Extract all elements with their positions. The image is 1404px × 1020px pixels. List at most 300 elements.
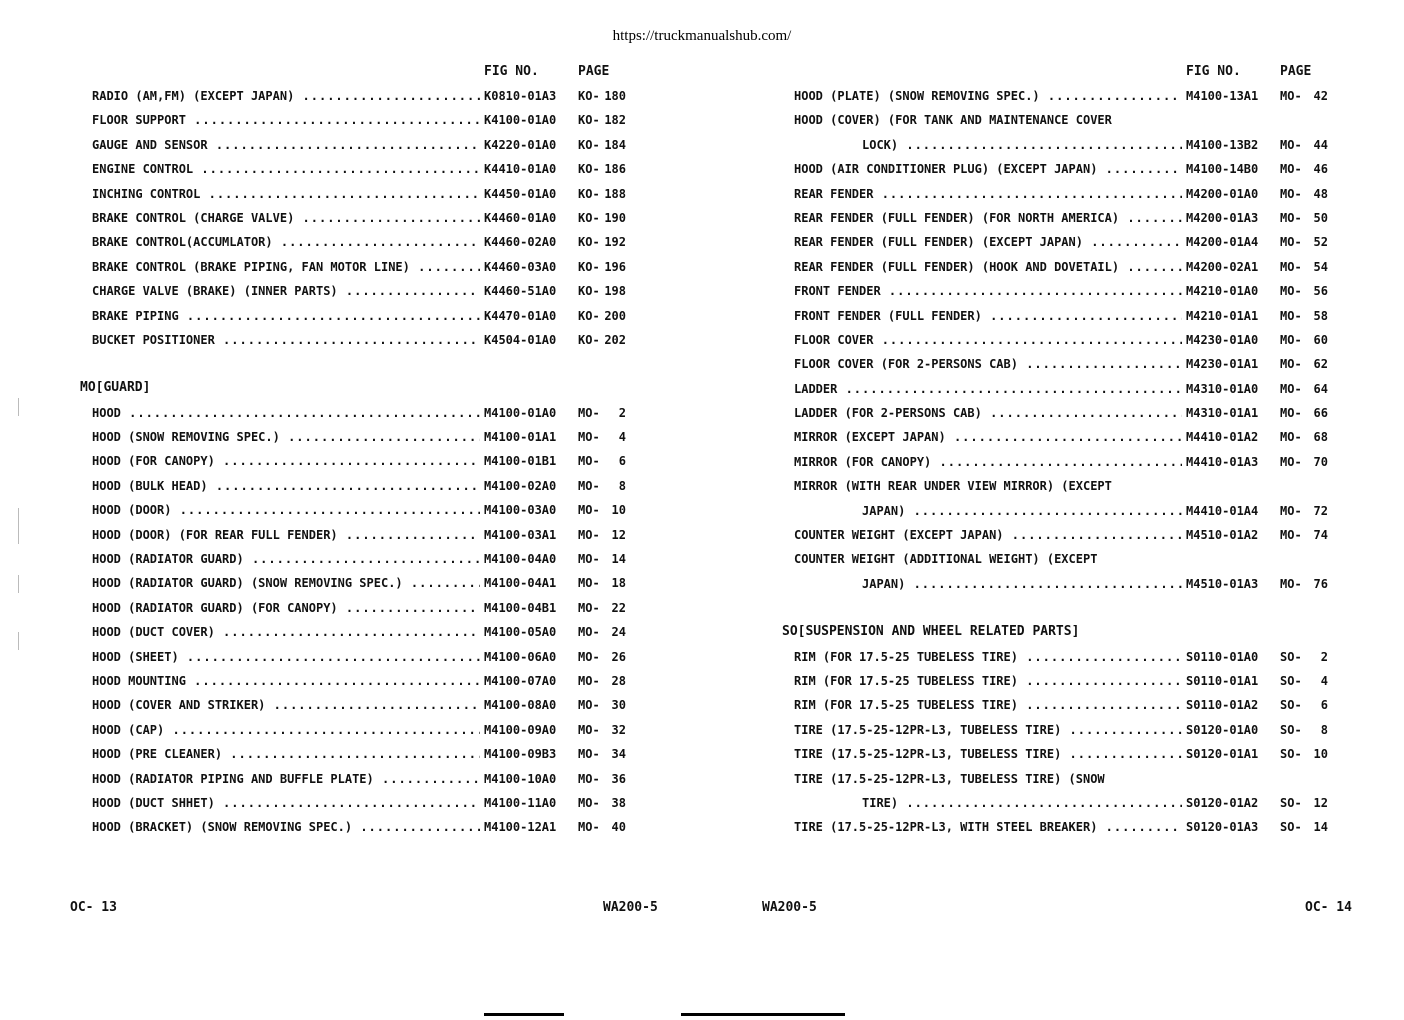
entry-description: REAR FENDER (FULL FENDER) (FOR NORTH AMERICA) .....	[794, 206, 1182, 230]
entry-description: JAPAN) .....	[862, 572, 1182, 596]
entry-page-number: 196	[604, 259, 626, 274]
entry-description: BRAKE CONTROL (BRAKE PIPING, FAN MOTOR LINE) .....	[92, 255, 480, 279]
entry-page-number: 6	[618, 454, 626, 469]
entry-page-number: 36	[611, 771, 626, 786]
entry-page-number: 56	[1313, 284, 1328, 299]
entry-fig-no: M4100-04B1	[484, 600, 557, 615]
entry-page-prefix: MO-	[578, 552, 600, 567]
entry-fig-no: M4410-01A4	[1186, 503, 1259, 518]
entry-page-number: 60	[1313, 332, 1328, 347]
entry-fig-no: M4100-07A0	[484, 673, 557, 688]
fig-no-header: FIG NO.	[484, 64, 539, 79]
mo-entries	[782, 84, 1342, 596]
entry-page-number: 12	[1313, 795, 1328, 810]
index-row	[782, 157, 1342, 181]
index-row	[80, 669, 640, 693]
entry-fig-no: K4460-02A0	[484, 235, 557, 250]
entry-fig-no: M4200-01A0	[1186, 186, 1259, 201]
entry-page-prefix: MO-	[578, 820, 600, 835]
entry-page-prefix: KO-	[578, 235, 600, 250]
entry-page-number: 186	[604, 162, 626, 177]
entry-page-number: 54	[1313, 259, 1328, 274]
entry-description: HOOD (CAP) .....	[92, 718, 480, 742]
entry-page-prefix: MO-	[578, 771, 600, 786]
entry-page-number: 188	[604, 186, 626, 201]
entry-fig-no: M4100-01A1	[484, 430, 557, 445]
index-row	[80, 304, 640, 328]
entry-page-prefix: MO-	[578, 722, 600, 737]
index-row	[782, 230, 1342, 254]
entry-page-number: 2	[618, 405, 626, 420]
entry-description: REAR FENDER (FULL FENDER) (HOOK AND DOVETAIL) .....	[794, 255, 1182, 279]
entry-page-number: 68	[1313, 430, 1328, 445]
entry-page-number: 14	[611, 552, 626, 567]
entry-fig-no: K4470-01A0	[484, 308, 557, 323]
entry-page-number: 44	[1313, 137, 1328, 152]
entry-page-prefix: SO-	[1280, 722, 1302, 737]
entry-description: JAPAN) .....	[862, 499, 1182, 523]
entry-fig-no: K4460-03A0	[484, 259, 557, 274]
scan-mark	[18, 575, 19, 593]
entry-description: HOOD (RADIATOR GUARD) (SNOW REMOVING SPEC.) .....	[92, 571, 480, 595]
entry-page-prefix: KO-	[578, 89, 600, 103]
entry-page-prefix: MO-	[578, 576, 600, 591]
entry-description: HOOD (COVER AND STRIKER) .....	[92, 693, 480, 717]
index-row	[80, 401, 640, 425]
index-row	[80, 474, 640, 498]
entry-page-prefix: SO-	[1280, 673, 1302, 688]
entry-page-number: 50	[1313, 210, 1328, 225]
entry-page-prefix: MO-	[1280, 430, 1302, 445]
index-row	[80, 523, 640, 547]
entry-page-number: 64	[1313, 381, 1328, 396]
scan-mark	[484, 1013, 564, 1016]
index-row	[782, 328, 1342, 352]
index-row	[782, 815, 1342, 839]
left-page-index	[80, 60, 640, 840]
entry-page-number: 12	[611, 527, 626, 542]
entry-description: RIM (FOR 17.5-25 TUBELESS TIRE) .....	[794, 693, 1182, 717]
entry-page-prefix: MO-	[1280, 259, 1302, 274]
entry-page-number: 18	[611, 576, 626, 591]
entry-page-number: 52	[1313, 235, 1328, 250]
index-row	[782, 377, 1342, 401]
entry-page-number: 200	[604, 308, 626, 323]
entry-description: BRAKE PIPING .....	[92, 304, 480, 328]
entry-page-prefix: KO-	[578, 113, 600, 128]
entry-page-prefix: MO-	[1280, 89, 1302, 103]
entry-page-prefix: MO-	[578, 673, 600, 688]
entry-page-prefix: KO-	[578, 162, 600, 177]
entry-page-prefix: KO-	[578, 259, 600, 274]
index-row	[782, 84, 1342, 108]
entry-fig-no: M4510-01A2	[1186, 528, 1259, 543]
entry-fig-no: M4100-03A0	[484, 503, 557, 518]
entry-fig-no: M4200-01A4	[1186, 235, 1259, 250]
header-url: https://truckmanualshub.com/	[612, 28, 792, 44]
entry-description: RIM (FOR 17.5-25 TUBELESS TIRE) .....	[794, 645, 1182, 669]
entry-page-number: 184	[604, 137, 626, 152]
entry-fig-no: M4310-01A0	[1186, 381, 1259, 396]
entry-fig-no: M4410-01A2	[1186, 430, 1259, 445]
entry-description: BRAKE CONTROL (CHARGE VALVE) .....	[92, 206, 480, 230]
entry-description: COUNTER WEIGHT (ADDITIONAL WEIGHT) (EXCEPT	[794, 552, 1098, 567]
scan-mark	[18, 632, 19, 650]
index-row	[80, 206, 640, 230]
entry-page-prefix: SO-	[1280, 820, 1302, 835]
entry-fig-no: K4410-01A0	[484, 162, 557, 177]
index-row	[782, 304, 1342, 328]
index-row	[80, 108, 640, 132]
entry-fig-no: M4100-13B2	[1186, 137, 1259, 152]
right-model-name: WA200-5	[762, 900, 817, 915]
entry-description: HOOD MOUNTING .....	[92, 669, 480, 693]
left-page-number: OC- 13	[70, 900, 117, 915]
entry-fig-no: K4100-01A0	[484, 113, 557, 128]
entry-description: HOOD (PLATE) (SNOW REMOVING SPEC.) .....	[794, 84, 1182, 108]
entry-description: HOOD (BRACKET) (SNOW REMOVING SPEC.) .....	[92, 815, 480, 839]
entry-page-prefix: SO-	[1280, 795, 1302, 810]
entry-page-prefix: MO-	[1280, 210, 1302, 225]
index-row	[782, 669, 1342, 693]
index-row	[80, 815, 640, 839]
index-row	[782, 572, 1342, 596]
entry-description: BRAKE CONTROL(ACCUMLATOR) .....	[92, 230, 480, 254]
index-row	[80, 425, 640, 449]
entry-page-number: 4	[618, 430, 626, 445]
index-row	[80, 547, 640, 571]
entry-page-number: 70	[1313, 454, 1328, 469]
entry-page-number: 6	[1320, 698, 1328, 713]
entry-description: CHARGE VALVE (BRAKE) (INNER PARTS) .....	[92, 279, 480, 303]
entry-fig-no: M4230-01A0	[1186, 332, 1259, 347]
index-row	[80, 230, 640, 254]
index-row	[80, 182, 640, 206]
index-row	[80, 742, 640, 766]
entry-description: MIRROR (EXCEPT JAPAN) .....	[794, 425, 1182, 449]
entry-description: LADDER .....	[794, 377, 1182, 401]
entry-page-number: 14	[1313, 820, 1328, 835]
entry-fig-no: M4100-04A1	[484, 576, 557, 591]
entry-page-prefix: MO-	[578, 405, 600, 420]
entry-fig-no: M4210-01A1	[1186, 308, 1259, 323]
entry-page-prefix: MO-	[1280, 235, 1302, 250]
entry-page-prefix: SO-	[1280, 747, 1302, 762]
entry-description: BUCKET POSITIONER .....	[92, 328, 480, 352]
entry-page-prefix: MO-	[1280, 284, 1302, 299]
entry-description: TIRE (17.5-25-12PR-L3, TUBELESS TIRE) .....	[794, 742, 1182, 766]
entry-description: REAR FENDER (FULL FENDER) (EXCEPT JAPAN) .....	[794, 230, 1182, 254]
entry-page-prefix: KO-	[578, 137, 600, 152]
entry-description: HOOD .....	[92, 401, 480, 425]
entry-description: HOOD (AIR CONDITIONER PLUG) (EXCEPT JAPAN) .....	[794, 157, 1182, 181]
entry-fig-no: M4410-01A3	[1186, 454, 1259, 469]
entry-fig-no: S0120-01A1	[1186, 747, 1259, 762]
entry-description: HOOD (DOOR) .....	[92, 498, 480, 522]
entry-page-prefix: MO-	[1280, 137, 1302, 152]
entry-description: HOOD (RADIATOR PIPING AND BUFFLE PLATE) .....	[92, 767, 480, 791]
entry-description: HOOD (DUCT COVER) .....	[92, 620, 480, 644]
entry-page-number: 72	[1313, 503, 1328, 518]
entry-description: RIM (FOR 17.5-25 TUBELESS TIRE) .....	[794, 669, 1182, 693]
index-row	[782, 547, 1342, 571]
entry-page-prefix: MO-	[1280, 162, 1302, 177]
entry-page-number: 192	[604, 235, 626, 250]
index-row	[782, 255, 1342, 279]
entry-fig-no: M4100-01A0	[484, 405, 557, 420]
entry-description: MIRROR (FOR CANOPY) .....	[794, 450, 1182, 474]
entry-description: RADIO (AM,FM) (EXCEPT JAPAN) .....	[92, 84, 480, 108]
index-row	[782, 474, 1342, 498]
entry-page-number: 8	[1320, 722, 1328, 737]
so-entries	[782, 645, 1342, 840]
index-row	[782, 645, 1342, 669]
fig-no-header: FIG NO.	[1186, 64, 1241, 79]
entry-page-prefix: MO-	[1280, 357, 1302, 372]
index-row	[782, 791, 1342, 815]
entry-page-number: 76	[1313, 576, 1328, 591]
entry-fig-no: M4100-09B3	[484, 747, 557, 762]
entry-description: LADDER (FOR 2-PERSONS CAB) .....	[794, 401, 1182, 425]
scan-mark	[18, 508, 19, 544]
entry-fig-no: K4450-01A0	[484, 186, 557, 201]
column-header	[782, 60, 1342, 84]
entry-fig-no: M4100-09A0	[484, 722, 557, 737]
entry-page-number: 62	[1313, 357, 1328, 372]
entry-description: HOOD (BULK HEAD) .....	[92, 474, 480, 498]
index-row	[782, 279, 1342, 303]
index-row	[782, 523, 1342, 547]
index-row	[80, 279, 640, 303]
entry-description: HOOD (RADIATOR GUARD) (FOR CANOPY) .....	[92, 596, 480, 620]
entry-page-prefix: KO-	[578, 308, 600, 323]
mo-entries	[80, 401, 640, 840]
entry-page-prefix: MO-	[578, 625, 600, 640]
left-model-name: WA200-5	[603, 900, 658, 915]
entry-page-prefix: MO-	[578, 649, 600, 664]
entry-description: ENGINE CONTROL .....	[92, 157, 480, 181]
entry-description: INCHING CONTROL .....	[92, 182, 480, 206]
entry-page-prefix: SO-	[1280, 698, 1302, 713]
index-row	[80, 791, 640, 815]
entry-fig-no: M4230-01A1	[1186, 357, 1259, 372]
index-row	[80, 767, 640, 791]
entry-fig-no: M4100-02A0	[484, 478, 557, 493]
entry-fig-no: S0110-01A1	[1186, 673, 1259, 688]
entry-fig-no: S0110-01A2	[1186, 698, 1259, 713]
entry-fig-no: M4310-01A1	[1186, 406, 1259, 421]
entry-fig-no: K4460-51A0	[484, 284, 557, 299]
entry-description: FRONT FENDER .....	[794, 279, 1182, 303]
column-header	[80, 60, 640, 84]
index-row	[80, 596, 640, 620]
entry-page-number: 10	[1313, 747, 1328, 762]
section-title-guard: MO[GUARD]	[80, 380, 151, 396]
entry-page-number: 38	[611, 795, 626, 810]
entry-description: HOOD (RADIATOR GUARD) .....	[92, 547, 480, 571]
entry-fig-no: S0120-01A0	[1186, 722, 1259, 737]
entry-fig-no: S0120-01A2	[1186, 795, 1259, 810]
right-page-index	[782, 60, 1342, 840]
entry-fig-no: M4200-02A1	[1186, 259, 1259, 274]
entry-page-prefix: MO-	[578, 454, 600, 469]
index-row	[80, 84, 640, 108]
entry-fig-no: M4100-13A1	[1186, 89, 1259, 103]
entry-page-prefix: MO-	[1280, 308, 1302, 323]
index-row	[80, 255, 640, 279]
entry-description: HOOD (PRE CLEANER) .....	[92, 742, 480, 766]
entry-page-prefix: MO-	[578, 795, 600, 810]
entry-page-prefix: MO-	[578, 430, 600, 445]
entry-fig-no: M4100-10A0	[484, 771, 557, 786]
entry-description: FLOOR SUPPORT .....	[92, 108, 480, 132]
entry-fig-no: S0120-01A3	[1186, 820, 1259, 835]
entry-fig-no: M4100-14B0	[1186, 162, 1259, 177]
entry-page-number: 24	[611, 625, 626, 640]
index-row	[782, 767, 1342, 791]
entry-description: REAR FENDER .....	[794, 182, 1182, 206]
entry-description: HOOD (DUCT SHHET) .....	[92, 791, 480, 815]
entry-page-number: 34	[611, 747, 626, 762]
index-row	[80, 571, 640, 595]
entry-page-number: 2	[1320, 649, 1328, 664]
entry-page-number: 22	[611, 600, 626, 615]
entry-fig-no: M4100-05A0	[484, 625, 557, 640]
index-row	[782, 450, 1342, 474]
scan-mark	[18, 398, 19, 416]
index-row	[80, 498, 640, 522]
index-row	[80, 133, 640, 157]
entry-page-number: 202	[604, 332, 626, 347]
entry-page-number: 40	[611, 820, 626, 835]
entry-page-number: 66	[1313, 406, 1328, 421]
index-row	[782, 108, 1342, 132]
entry-page-prefix: MO-	[1280, 381, 1302, 396]
entry-page-number: 30	[611, 698, 626, 713]
entry-fig-no: M4100-08A0	[484, 698, 557, 713]
entry-page-prefix: KO-	[578, 210, 600, 225]
entry-page-number: 182	[604, 113, 626, 128]
entry-page-prefix: MO-	[578, 527, 600, 542]
entry-page-number: 4	[1320, 673, 1328, 688]
entry-page-prefix: SO-	[1280, 649, 1302, 664]
index-row	[782, 352, 1342, 376]
entry-page-prefix: MO-	[578, 600, 600, 615]
index-row	[80, 693, 640, 717]
entry-page-prefix: KO-	[578, 186, 600, 201]
page-header: PAGE	[1280, 64, 1312, 79]
entry-fig-no: K4460-01A0	[484, 210, 557, 225]
entry-description: HOOD (DOOR) (FOR REAR FULL FENDER) .....	[92, 523, 480, 547]
entry-page-number: 28	[611, 673, 626, 688]
index-row	[782, 693, 1342, 717]
entry-page-number: 48	[1313, 186, 1328, 201]
entry-page-number: 26	[611, 649, 626, 664]
scan-mark	[681, 1013, 845, 1016]
index-row	[80, 718, 640, 742]
entry-page-prefix: MO-	[1280, 332, 1302, 347]
entry-page-prefix: MO-	[1280, 186, 1302, 201]
entry-page-number: 32	[611, 722, 626, 737]
entry-fig-no: M4100-04A0	[484, 552, 557, 567]
entry-page-number: 8	[618, 478, 626, 493]
entry-fig-no: K4220-01A0	[484, 137, 557, 152]
entry-page-prefix: MO-	[1280, 528, 1302, 543]
entry-page-prefix: MO-	[1280, 503, 1302, 518]
entry-description: HOOD (COVER) (FOR TANK AND MAINTENANCE COVER	[794, 113, 1112, 128]
entry-fig-no: M4210-01A0	[1186, 284, 1259, 299]
right-page-number: OC- 14	[1305, 900, 1352, 915]
entry-page-number: 190	[604, 210, 626, 225]
index-row	[80, 157, 640, 181]
entry-description: HOOD (SNOW REMOVING SPEC.) .....	[92, 425, 480, 449]
entry-page-number: 10	[611, 503, 626, 518]
index-row	[782, 182, 1342, 206]
entry-page-prefix: MO-	[578, 747, 600, 762]
entry-description: HOOD (SHEET) .....	[92, 645, 480, 669]
entry-description: TIRE (17.5-25-12PR-L3, TUBELESS TIRE) .....	[794, 718, 1182, 742]
entry-page-number: 180	[604, 89, 626, 103]
entry-page-number: 198	[604, 284, 626, 299]
entry-description: FLOOR COVER .....	[794, 328, 1182, 352]
index-row	[80, 328, 640, 352]
entry-page-prefix: MO-	[578, 503, 600, 518]
section-title-suspension: SO[SUSPENSION AND WHEEL RELATED PARTS]	[782, 624, 1080, 640]
entry-description: LOCK) .....	[862, 133, 1182, 157]
entry-page-prefix: MO-	[1280, 406, 1302, 421]
entry-description: TIRE) .....	[862, 791, 1182, 815]
index-row	[782, 401, 1342, 425]
entry-page-number: 46	[1313, 162, 1328, 177]
entry-description: TIRE (17.5-25-12PR-L3, TUBELESS TIRE) (SNOW	[794, 771, 1105, 786]
index-row	[782, 718, 1342, 742]
entry-fig-no: M4100-12A1	[484, 820, 557, 835]
entry-description: HOOD (FOR CANOPY) .....	[92, 449, 480, 473]
entry-fig-no: M4100-03A1	[484, 527, 557, 542]
entry-fig-no: K4504-01A0	[484, 332, 557, 347]
index-row	[80, 645, 640, 669]
page-header: PAGE	[578, 64, 610, 79]
entry-fig-no: M4100-06A0	[484, 649, 557, 664]
entry-page-prefix: KO-	[578, 284, 600, 299]
entry-page-prefix: MO-	[1280, 576, 1302, 591]
entry-page-prefix: MO-	[578, 698, 600, 713]
entry-description: MIRROR (WITH REAR UNDER VIEW MIRROR) (EXCEPT	[794, 479, 1112, 494]
index-row	[782, 742, 1342, 766]
entry-fig-no: M4100-01B1	[484, 454, 557, 469]
index-row	[80, 620, 640, 644]
entry-page-number: 58	[1313, 308, 1328, 323]
entry-description: COUNTER WEIGHT (EXCEPT JAPAN) .....	[794, 523, 1182, 547]
entry-fig-no: S0110-01A0	[1186, 649, 1259, 664]
entry-fig-no: M4100-11A0	[484, 795, 557, 810]
entry-description: TIRE (17.5-25-12PR-L3, WITH STEEL BREAKER) .....	[794, 815, 1182, 839]
ko-entries	[80, 84, 640, 352]
entry-fig-no: M4200-01A3	[1186, 210, 1259, 225]
entry-description: FRONT FENDER (FULL FENDER) .....	[794, 304, 1182, 328]
entry-page-prefix: MO-	[1280, 454, 1302, 469]
index-row	[80, 449, 640, 473]
index-row	[782, 499, 1342, 523]
entry-fig-no: M4510-01A3	[1186, 576, 1259, 591]
index-row	[782, 425, 1342, 449]
entry-page-prefix: KO-	[578, 332, 600, 347]
entry-page-prefix: MO-	[578, 478, 600, 493]
entry-description: FLOOR COVER (FOR 2-PERSONS CAB) .....	[794, 352, 1182, 376]
entry-fig-no: K0810-01A3	[484, 89, 557, 103]
entry-page-number: 74	[1313, 528, 1328, 543]
index-row	[782, 206, 1342, 230]
